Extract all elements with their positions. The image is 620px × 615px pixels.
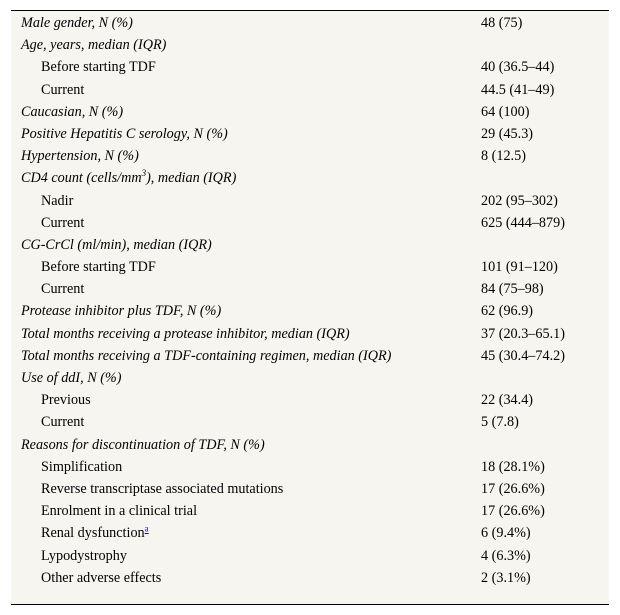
row-value: 8 (12.5): [481, 148, 526, 165]
row-value: 29 (45.3): [481, 125, 534, 142]
row-label: Total months receiving a TDF-containing regimen, median (IQR): [21, 347, 392, 364]
table-row: [11, 12, 609, 34]
row-label: Reverse transcriptase associated mutations: [41, 480, 284, 497]
table-row: [11, 101, 609, 123]
row-label-part: ), median (IQR): [146, 170, 237, 187]
row-value: 101 (91–120): [481, 259, 558, 276]
row-label: Hypertension, N (%): [21, 148, 139, 165]
table-row: [11, 234, 609, 256]
table-row: [11, 434, 609, 456]
table-row: [11, 167, 609, 189]
table-row: [11, 145, 609, 167]
table-row: [11, 123, 609, 145]
row-label: Positive Hepatitis C serology, N (%): [21, 125, 228, 142]
characteristics-table: [11, 10, 609, 605]
row-value: 625 (444–879): [481, 214, 565, 231]
row-value: 2 (3.1%): [481, 569, 531, 586]
row-label-part: CD4 count (cells/mm: [21, 170, 142, 187]
row-label: Male gender, N (%): [21, 15, 133, 31]
table-row: [11, 522, 609, 544]
row-label: Before starting TDF: [41, 59, 156, 76]
row-value: 5 (7.8): [481, 414, 519, 431]
row-label: Current: [41, 414, 85, 431]
table-row: [11, 567, 609, 589]
table-row: [11, 34, 609, 56]
row-label: Reasons for discontinuation of TDF, N (%): [21, 436, 265, 453]
row-label: Current: [41, 281, 85, 298]
table-row: [11, 478, 609, 500]
row-label: Enrolment in a clinical trial: [41, 503, 198, 520]
row-value: 48 (75): [481, 15, 523, 31]
row-value: 17 (26.6%): [481, 480, 545, 497]
table-row: [11, 411, 609, 433]
row-value: 22 (34.4): [481, 392, 534, 409]
row-label: Simplification: [41, 458, 123, 475]
row-value: 44.5 (41–49): [481, 81, 555, 98]
row-label: Caucasian, N (%): [21, 103, 124, 120]
row-label: Nadir: [41, 192, 74, 209]
table-row: [11, 56, 609, 78]
table-row: [11, 500, 609, 522]
row-label: Total months receiving a protease inhibitor, median (IQR): [21, 325, 350, 342]
row-value: 37 (20.3–65.1): [481, 325, 565, 342]
footnote-link[interactable]: a: [144, 523, 149, 534]
table-row: [11, 456, 609, 478]
row-label: Use of ddI, N (%): [21, 370, 122, 386]
table-row: [11, 256, 609, 278]
row-value: 18 (28.1%): [481, 458, 545, 475]
table-row: [11, 545, 609, 567]
row-value: 84 (75–98): [481, 281, 544, 298]
row-label: Protease inhibitor plus TDF, N (%): [21, 303, 222, 320]
table-row: [11, 389, 609, 411]
row-label: Before starting TDF: [41, 259, 156, 276]
row-label: Current: [41, 81, 85, 98]
row-value: 62 (96.9): [481, 303, 534, 320]
row-value: 40 (36.5–44): [481, 59, 555, 76]
row-label: [21, 167, 236, 189]
row-label: Lypodystrophy: [41, 547, 127, 564]
row-label: Age, years, median (IQR): [21, 37, 167, 54]
table-row: [11, 278, 609, 300]
table-row: [11, 212, 609, 234]
row-value: 6 (9.4%): [481, 525, 531, 542]
row-value: 202 (95–302): [481, 192, 558, 209]
table-row: [11, 323, 609, 345]
row-label: CG-CrCl (ml/min), median (IQR): [21, 236, 212, 253]
row-label: Other adverse effects: [41, 569, 162, 586]
superscript: 3: [141, 167, 147, 178]
table-row: [11, 367, 609, 389]
row-value: 45 (30.4–74.2): [481, 347, 565, 364]
table-row: [11, 345, 609, 367]
table-row: [11, 190, 609, 212]
row-value: 17 (26.6%): [481, 503, 545, 520]
row-value: 4 (6.3%): [481, 547, 531, 564]
row-label: Previous: [41, 392, 91, 409]
table-row: [11, 300, 609, 322]
row-value: 64 (100): [481, 103, 530, 120]
row-label-part: Renal dysfunction: [41, 525, 145, 542]
row-label: [41, 522, 149, 544]
table-row: [11, 79, 609, 101]
row-label: Current: [41, 214, 85, 231]
